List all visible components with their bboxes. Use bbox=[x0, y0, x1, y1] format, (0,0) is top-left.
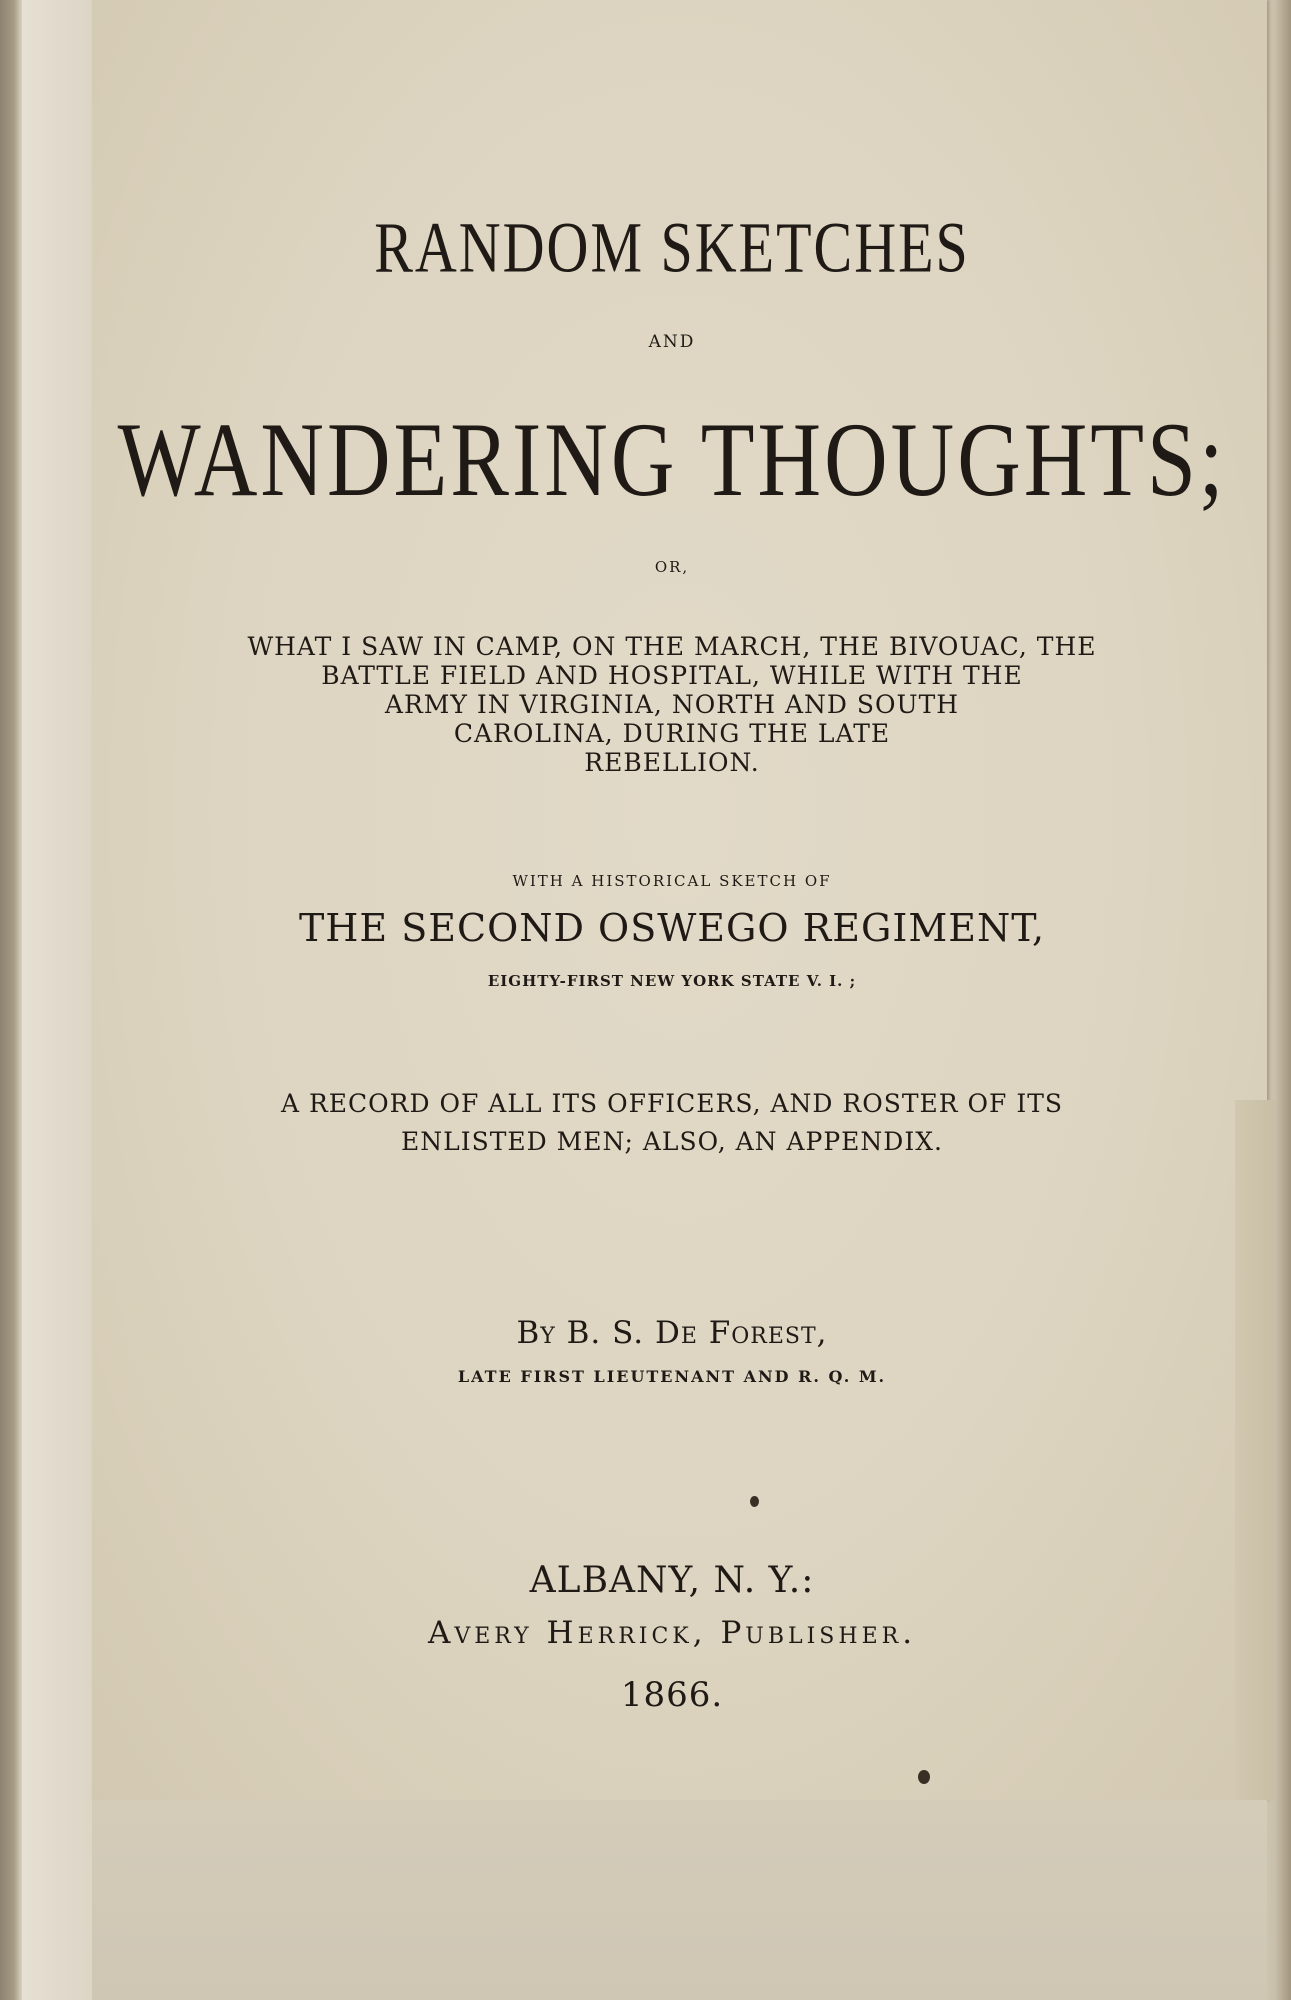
record-line: ENLISTED MEN; ALSO, AN APPENDIX. bbox=[401, 1127, 943, 1156]
endpaper bbox=[92, 1800, 1267, 2000]
regiment-name: THE SECOND OSWEGO REGIMENT, bbox=[298, 906, 1046, 950]
title-line-1: RANDOM SKETCHES bbox=[374, 206, 970, 288]
historical-sketch-intro: WITH A HISTORICAL SKETCH OF bbox=[512, 872, 832, 890]
publication-year: 1866. bbox=[620, 1675, 724, 1715]
title-conjunction: AND bbox=[648, 332, 696, 352]
title-line-2: WANDERING THOUGHTS; bbox=[117, 402, 1227, 519]
author-title: LATE FIRST LIEUTENANT AND R. Q. M. bbox=[457, 1367, 887, 1386]
record-description bbox=[92, 1085, 1252, 1161]
subtitle-or: OR, bbox=[654, 558, 690, 576]
description-line: BATTLE FIELD AND HOSPITAL, WHILE WITH THE bbox=[321, 661, 1023, 690]
subtitle-description bbox=[92, 632, 1252, 777]
author-name: By B. S. De Forest, bbox=[516, 1315, 828, 1351]
description-line: CAROLINA, DURING THE LATE bbox=[453, 719, 891, 748]
publisher-name: Avery Herrick, Publisher. bbox=[427, 1615, 917, 1651]
ink-spot bbox=[750, 1496, 759, 1507]
record-line: A RECORD OF ALL ITS OFFICERS, AND ROSTER OF ITS bbox=[280, 1089, 1064, 1118]
description-line: ARMY IN VIRGINIA, NORTH AND SOUTH bbox=[384, 690, 960, 719]
regiment-subtitle: EIGHTY-FIRST NEW YORK STATE V. I. ; bbox=[487, 972, 857, 990]
description-line: REBELLION. bbox=[584, 748, 760, 777]
description-line: WHAT I SAW IN CAMP, ON THE MARCH, THE BIVOUAC, THE bbox=[247, 632, 1097, 661]
ink-spot bbox=[918, 1770, 930, 1784]
publication-place: ALBANY, N. Y.: bbox=[529, 1560, 815, 1601]
